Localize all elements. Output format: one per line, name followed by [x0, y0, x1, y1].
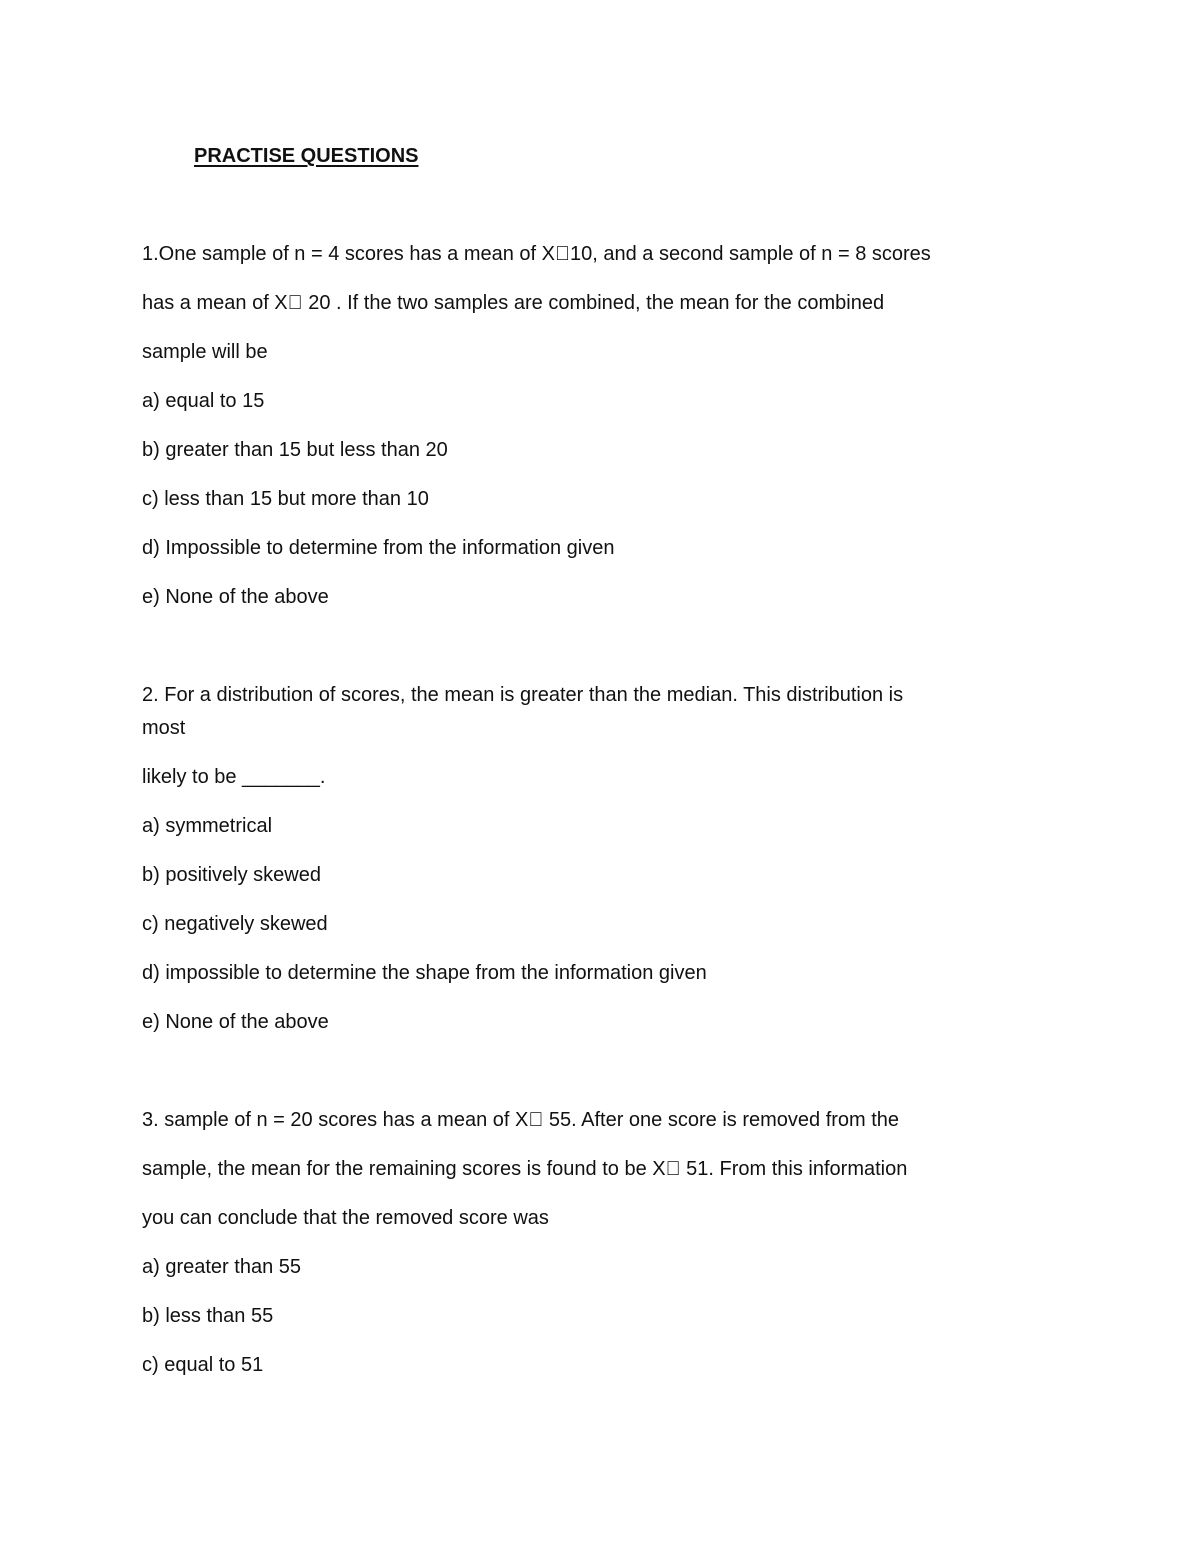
- question-2-option-e: e) None of the above: [142, 1011, 329, 1033]
- page-title: [142, 144, 418, 168]
- question-3-option-a: a) greater than 55: [142, 1256, 301, 1278]
- page-title-text: PRACTISE QUESTIONS: [194, 145, 419, 167]
- question-2-line-2: most: [142, 717, 186, 739]
- question-1-line-3: sample will be: [142, 341, 268, 363]
- question-1-option-c: c) less than 15 but more than 10: [142, 488, 429, 510]
- question-1-line-1: 1.One sample of n = 4 scores has a mean of X⃞10, and a second sample of n = 8 scores: [142, 243, 931, 265]
- question-1-line-2: has a mean of X⃞ 20 . If the two samples are combined, the mean for the combined: [142, 292, 885, 314]
- question-2-option-a: a) symmetrical: [142, 815, 273, 837]
- question-2-option-d: d) impossible to determine the shape from the information given: [142, 962, 707, 984]
- question-1-option-a: a) equal to 15: [142, 390, 265, 412]
- question-3-option-c: c) equal to 51: [142, 1354, 264, 1376]
- question-2-line-3: likely to be _______.: [142, 766, 326, 788]
- question-1-option-e: e) None of the above: [142, 586, 329, 608]
- question-1-option-d: d) Impossible to determine from the information given: [142, 537, 615, 559]
- question-3-line-3: you can conclude that the removed score was: [142, 1207, 549, 1229]
- question-3-option-b: b) less than 55: [142, 1305, 274, 1327]
- question-2-option-b: b) positively skewed: [142, 864, 321, 886]
- question-3-line-1: 3. sample of n = 20 scores has a mean of X⃞ 55. After one score is removed from the: [142, 1109, 900, 1131]
- question-1-option-b: b) greater than 15 but less than 20: [142, 439, 448, 461]
- question-3-line-2: sample, the mean for the remaining scores is found to be X⃞ 51. From this information: [142, 1158, 908, 1180]
- question-2-option-c: c) negatively skewed: [142, 913, 328, 935]
- question-2-line-1: 2. For a distribution of scores, the mean is greater than the median. This distribution is: [142, 684, 904, 706]
